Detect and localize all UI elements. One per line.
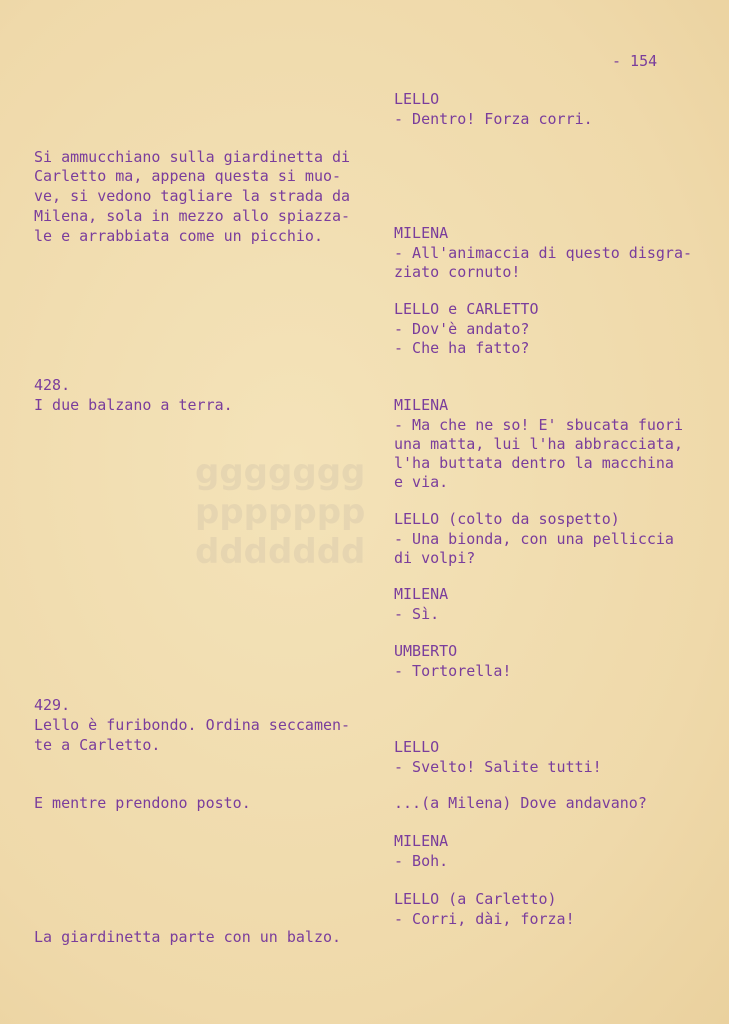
watermark-stamp: ggggggg ppppppp ddddddd <box>195 452 366 572</box>
dialogue-line: - Dov'è andato? <box>394 320 530 338</box>
scene-number: 428. <box>34 376 71 394</box>
speaker-name: MILENA <box>394 224 449 242</box>
speaker-name: LELLO e CARLETTO <box>394 300 539 318</box>
dialogue-line: e via. <box>394 473 449 491</box>
speaker-name: MILENA <box>394 585 449 603</box>
dialogue-line: una matta, lui l'ha abbracciata, <box>394 435 683 453</box>
action-line: I due balzano a terra. <box>34 396 233 414</box>
dialogue-line: - Corri, dài, forza! <box>394 910 575 928</box>
action-line: Lello è furibondo. Ordina seccamen- <box>34 716 351 734</box>
speaker-name: LELLO <box>394 738 440 756</box>
speaker-name: LELLO (colto da sospetto) <box>394 510 620 528</box>
action-line: Si ammucchiano sulla giardinetta di <box>34 148 351 166</box>
action-line: E mentre prendono posto. <box>34 794 251 812</box>
speaker-name: LELLO (a Carletto) <box>394 890 557 908</box>
speaker-name: MILENA <box>394 832 449 850</box>
action-line: La giardinetta parte con un balzo. <box>34 928 342 946</box>
action-line: Milena, sola in mezzo allo spiazza- <box>34 207 351 225</box>
dialogue-line: - All'animaccia di questo disgra- <box>394 244 693 262</box>
action-line: le e arrabbiata come un picchio. <box>34 227 323 245</box>
action-line: te a Carletto. <box>34 736 161 754</box>
dialogue-line: l'ha buttata dentro la macchina <box>394 454 674 472</box>
dialogue-line: - Boh. <box>394 852 449 870</box>
dialogue-line: di volpi? <box>394 549 476 567</box>
dialogue-line: - Una bionda, con una pelliccia <box>394 530 674 548</box>
dialogue-line: - Che ha fatto? <box>394 339 530 357</box>
dialogue-line: - Ma che ne so! E' sbucata fuori <box>394 416 683 434</box>
dialogue-line: - Sì. <box>394 605 440 623</box>
action-line: Carletto ma, appena questa si muo- <box>34 167 342 185</box>
speaker-name: MILENA <box>394 396 449 414</box>
scene-number: 429. <box>34 696 71 714</box>
dialogue-line: ziato cornuto! <box>394 263 521 281</box>
dialogue-line: ...(a Milena) Dove andavano? <box>394 794 647 812</box>
dialogue-line: - Dentro! Forza corri. <box>394 110 593 128</box>
dialogue-line: - Tortorella! <box>394 662 512 680</box>
action-line: ve, si vedono tagliare la strada da <box>34 187 351 205</box>
page-number: - 154 <box>612 52 658 70</box>
speaker-name: UMBERTO <box>394 642 458 660</box>
speaker-name: LELLO <box>394 90 440 108</box>
dialogue-line: - Svelto! Salite tutti! <box>394 758 602 776</box>
